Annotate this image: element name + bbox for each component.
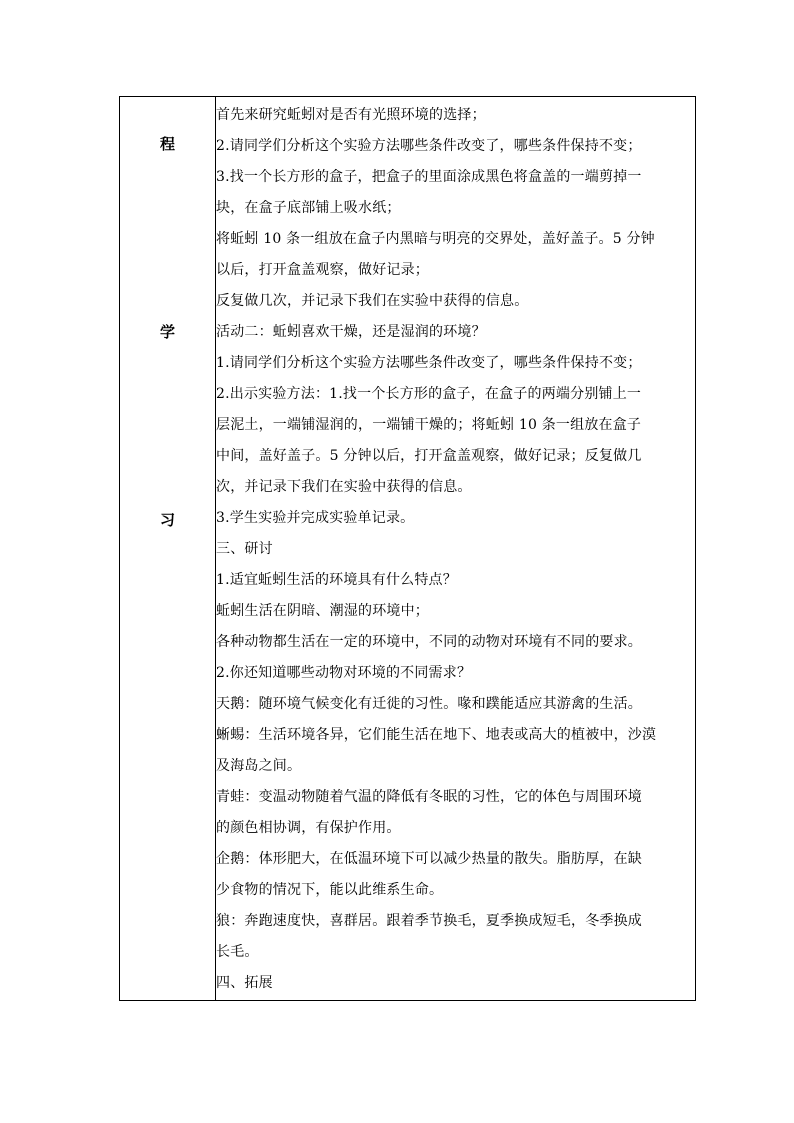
content-line: 以后，打开盒盖观察，做好记录；: [216, 262, 429, 278]
content-line: 蜥蜴：生活环境各异，它们能生活在地下、地表或高大的植被中，沙漠: [216, 727, 657, 743]
content-line: 三、研讨: [216, 541, 273, 557]
side-label-xue: 学: [159, 323, 175, 341]
content-line: 及海岛之间。: [216, 758, 302, 774]
content-line: 中间，盖好盖子。5 分钟以后，打开盒盖观察，做好记录；反复做几: [216, 448, 642, 464]
content-line: 1.适宜蚯蚓生活的环境具有什么特点？: [216, 572, 457, 588]
content-line: 狼：奔跑速度快，喜群居。跟着季节换毛，夏季换成短毛，冬季换成: [216, 913, 642, 929]
content-line: 将蚯蚓 10 条一组放在盒子内黑暗与明亮的交界处，盖好盖子。5 分钟: [216, 231, 655, 247]
content-line: 蚯蚓生活在阴暗、潮湿的环境中；: [216, 603, 429, 619]
content-line: 活动二：蚯蚓喜欢干燥，还是湿润的环境？: [216, 324, 486, 340]
content-line: 四、拓展: [216, 975, 273, 991]
content-line: 的颜色相协调，有保护作用。: [216, 820, 401, 836]
side-label-xi: 习: [159, 511, 175, 529]
content-line: 2.你还知道哪些动物对环境的不同需求？: [216, 665, 472, 681]
content-line: 少食物的情况下，能以此维系生命。: [216, 882, 444, 898]
content-line: 层泥土，一端铺湿润的，一端铺干燥的；将蚯蚓 10 条一组放在盒子: [216, 417, 642, 433]
content-line: 青蛙：变温动物随着气温的降低有冬眠的习性，它的体色与周围环境: [216, 789, 642, 805]
content-line: 企鹅：体形肥大，在低温环境下可以减少热量的散失。脂肪厚，在缺: [216, 851, 642, 867]
content-line: 3.学生实验并完成实验单记录。: [216, 510, 415, 526]
content-line: 1.请同学们分析这个实验方法哪些条件改变了，哪些条件保持不变；: [216, 355, 642, 371]
content-line: 长毛。: [216, 944, 259, 960]
side-label-cheng: 程: [159, 135, 175, 153]
content-line: 块，在盒子底部铺上吸水纸；: [216, 200, 401, 216]
content-line: 次，并记录下我们在实验中获得的信息。: [216, 479, 472, 495]
content-line: 各种动物都生活在一定的环境中，不同的动物对环境有不同的要求。: [216, 634, 642, 650]
content-line: 2.请同学们分析这个实验方法哪些条件改变了，哪些条件保持不变；: [216, 138, 642, 154]
content-column: [216, 100, 696, 999]
content-line: 3.找一个长方形的盒子，把盒子的里面涂成黑色将盒盖的一端剪掉一: [216, 169, 642, 185]
content-line: 天鹅：随环境气候变化有迁徙的习性。喙和蹼能适应其游禽的生活。: [216, 696, 642, 712]
content-line: 首先来研究蚯蚓对是否有光照环境的选择；: [216, 107, 486, 123]
content-line: 2.出示实验方法：1.找一个长方形的盒子，在盒子的两端分别铺上一: [216, 386, 642, 402]
content-line: 反复做几次，并记录下我们在实验中获得的信息。: [216, 293, 529, 309]
